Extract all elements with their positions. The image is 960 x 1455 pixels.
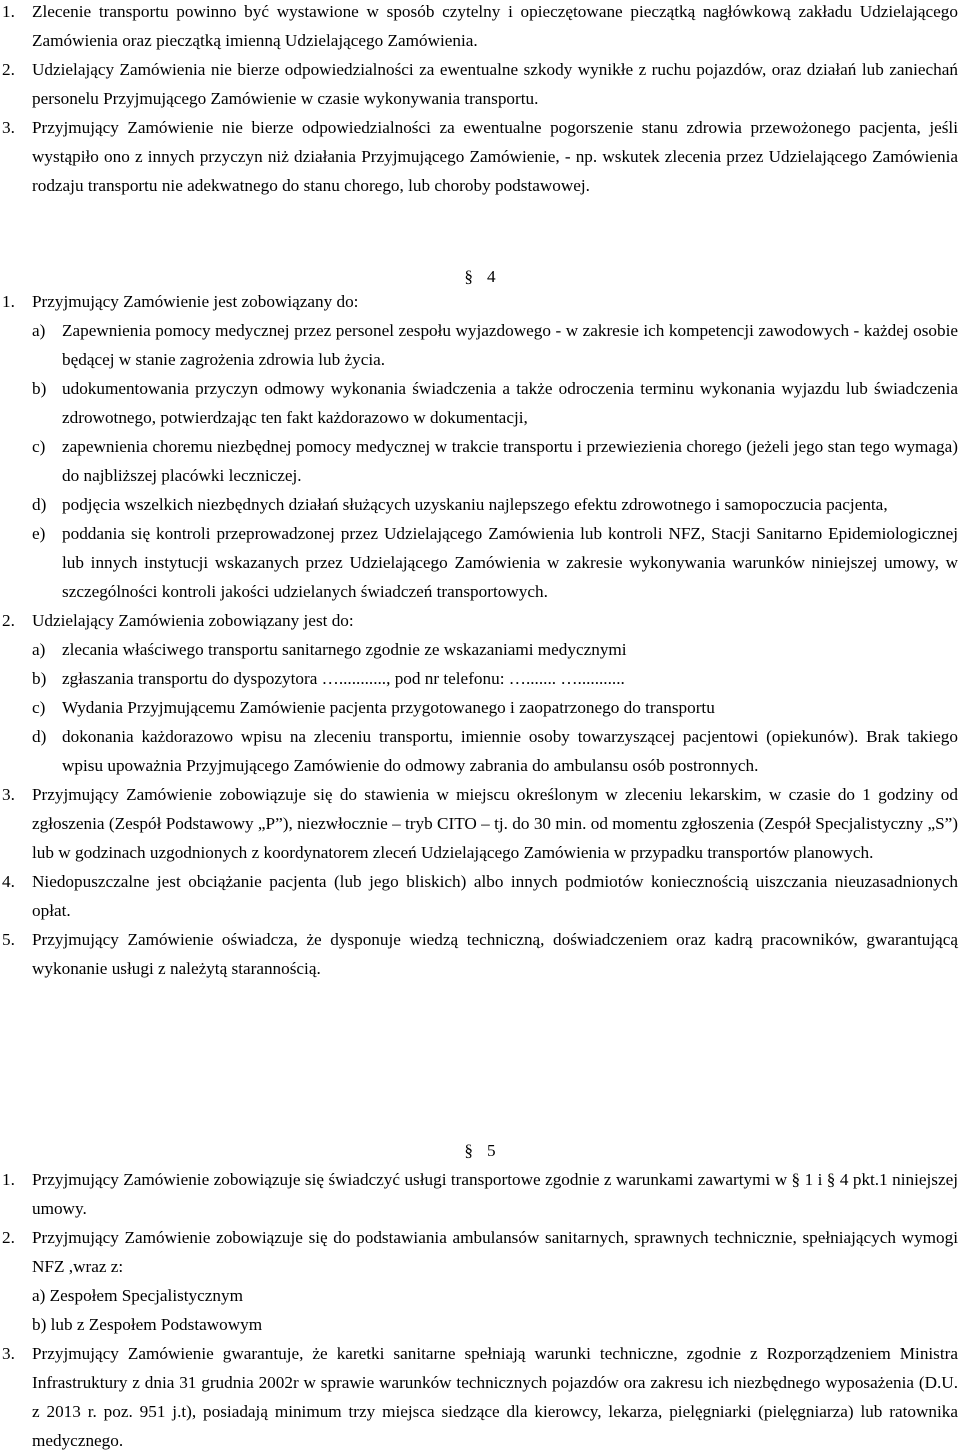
item-number: 1. bbox=[2, 1170, 15, 1189]
item-number: 1. bbox=[2, 292, 15, 311]
sub-item-text: poddania się kontroli przeprowadzonej przez Udzielającego Zamówienia lub kontroli NFZ, Stacji Sanitarno Epidemiologicznej lub innych instytucji wskazanych przez Udzielającego Zamówienia w zakresie wykonywania warunków niniejszej umowy, w szczególności kontroli jakości udzielanych świadczeń transportowych. bbox=[62, 524, 958, 601]
section-5 bbox=[0, 1165, 960, 1455]
paragraph-item bbox=[0, 0, 960, 55]
sub-item bbox=[0, 722, 960, 780]
sub-item-label: d) bbox=[32, 727, 47, 746]
item-number: 2. bbox=[2, 1228, 15, 1247]
item-number: 2. bbox=[2, 611, 15, 630]
sub-item-label: b) bbox=[32, 1315, 47, 1334]
sub-item-text: Wydania Przyjmującemu Zamówienie pacjenta przygotowanego i zaopatrzonego do transportu bbox=[62, 698, 715, 717]
sub-item-plain bbox=[0, 1310, 960, 1339]
sub-item-label: a) bbox=[32, 1286, 46, 1305]
paragraph-item bbox=[0, 925, 960, 983]
section-4 bbox=[0, 287, 960, 983]
sub-item bbox=[0, 432, 960, 490]
item-number: 5. bbox=[2, 930, 15, 949]
sub-item bbox=[0, 664, 960, 693]
item-text: Udzielający Zamówienia zobowiązany jest do: bbox=[32, 611, 354, 630]
item-text: Przyjmujący Zamówienie gwarantuje, że karetki sanitarne spełniają warunki techniczne, zgodnie z Rozporządzeniem Ministra Infrastruktury z dnia 31 grudnia 2002r w sprawie warunków technicznych pojazdów ora zakresu ich niezbędnego wyposażenia (D.U. z 2013 r. poz. 951 j.t), posiadają minimum trzy miejsca siedzące dla kierowcy, lekarza, pielęgniarki (pielęgniarza) lub ratownika medycznego. bbox=[32, 1344, 958, 1450]
paragraph-item bbox=[0, 1165, 960, 1223]
paragraph-item bbox=[0, 113, 960, 200]
sub-item bbox=[0, 490, 960, 519]
sub-item bbox=[0, 316, 960, 374]
sub-item-label: a) bbox=[32, 640, 46, 659]
section-number: 5 bbox=[487, 1141, 496, 1160]
section-heading-5 bbox=[0, 1136, 960, 1165]
sub-item-text: lub z Zespołem Podstawowym bbox=[50, 1315, 263, 1334]
sub-item-text: Zapewnienia pomocy medycznej przez personel zespołu wyjazdowego - w zakresie ich kompetencji zawodowych - każdej osobie będącej w stanie zagrożenia zdrowia lub życia. bbox=[62, 321, 958, 369]
paragraph-sign: § bbox=[464, 1141, 473, 1160]
paragraph-item bbox=[0, 1339, 960, 1455]
item-number: 3. bbox=[2, 1344, 15, 1363]
item-number: 4. bbox=[2, 872, 15, 891]
section-3-tail bbox=[0, 0, 960, 200]
sub-item bbox=[0, 374, 960, 432]
item-number: 2. bbox=[2, 60, 15, 79]
sub-item-label: a) bbox=[32, 321, 46, 340]
sub-item-text: zgłaszania transportu do dyspozytora …..........., pod nr telefonu: …....... …........... bbox=[62, 669, 625, 688]
paragraph-sign: § bbox=[464, 267, 473, 286]
item-text: Udzielający Zamówienia nie bierze odpowiedzialności za ewentualne szkody wynikłe z ruchu pojazdów, oraz działań lub zaniechań personelu Przyjmującego Zamówienie w czasie wykonywania transportu. bbox=[32, 60, 958, 108]
sub-item bbox=[0, 519, 960, 606]
sub-item-label: d) bbox=[32, 495, 47, 514]
sub-item-text: Zespołem Specjalistycznym bbox=[49, 1286, 243, 1305]
section-number: 4 bbox=[487, 267, 496, 286]
item-text: Przyjmujący Zamówienie zobowiązuje się do podstawiania ambulansów sanitarnych, sprawnych technicznie, spełniających wymogi NFZ ,wraz z: bbox=[32, 1228, 958, 1276]
paragraph-item bbox=[0, 1223, 960, 1281]
sub-item-text: udokumentowania przyczyn odmowy wykonania świadczenia a także odroczenia terminu wykonania wyjazdu lub świadczenia zdrowotnego, potwierdzając ten fakt każdorazowo w dokumentacji, bbox=[62, 379, 958, 427]
paragraph-item bbox=[0, 780, 960, 867]
item-text: Przyjmujący Zamówienie zobowiązuje się do stawienia w miejscu określonym w zleceniu lekarskim, w czasie do 1 godziny od zgłoszenia (Zespół Podstawowy „P”), niezwłocznie – tryb CITO – tj. do 30 min. od momentu zgłoszenia (Zespół Specjalistyczny „S”) lub w godzinach uzgodnionych z koordynatorem zleceń Udzielającego Zamówienia w przypadku transportów planowych. bbox=[32, 785, 958, 862]
sub-item-text: zapewnienia choremu niezbędnej pomocy medycznej w trakcie transportu i przewiezienia chorego (jeżeli jego stan tego wymaga) do najbliższej placówki leczniczej. bbox=[62, 437, 958, 485]
paragraph-item bbox=[0, 287, 960, 316]
sub-item-label: c) bbox=[32, 698, 46, 717]
item-text: Przyjmujący Zamówienie nie bierze odpowiedzialności za ewentualne pogorszenie stanu zdrowia przewożonego pacjenta, jeśli wystąpiło ono z innych przyczyn niż działania Przyjmującego Zamówienie, - np. wskutek zlecenia przez Udzielającego Zamówienia rodzaju transportu nie adekwatnego do stanu chorego, lub choroby podstawowej. bbox=[32, 118, 958, 195]
item-text: Zlecenie transportu powinno być wystawione w sposób czytelny i opieczętowane pieczątką nagłówkową zakładu Udzielającego Zamówienia oraz pieczątką imienną Udzielającego Zamówienia. bbox=[32, 2, 958, 50]
paragraph-item bbox=[0, 55, 960, 113]
item-text: Przyjmujący Zamówienie oświadcza, że dysponuje wiedzą techniczną, doświadczeniem oraz kadrą pracowników, gwarantującą wykonanie usługi z należytą starannością. bbox=[32, 930, 958, 978]
sub-item-text: zlecania właściwego transportu sanitarnego zgodnie ze wskazaniami medycznymi bbox=[62, 640, 627, 659]
item-text: Przyjmujący Zamówienie zobowiązuje się świadczyć usługi transportowe zgodnie z warunkami zawartymi w § 1 i § 4 pkt.1 niniejszej umowy. bbox=[32, 1170, 958, 1218]
sub-item-plain bbox=[0, 1281, 960, 1310]
sub-item-text: podjęcia wszelkich niezbędnych działań służących uzyskaniu najlepszego efektu zdrowotnego i samopoczucia pacjenta, bbox=[62, 495, 888, 514]
paragraph-item bbox=[0, 606, 960, 635]
sub-item bbox=[0, 635, 960, 664]
item-number: 1. bbox=[2, 2, 15, 21]
sub-item-label: c) bbox=[32, 437, 46, 456]
item-text: Niedopuszczalne jest obciążanie pacjenta (lub jego bliskich) albo innych podmiotów koniecznością uiszczania nieuzasadnionych opłat. bbox=[32, 872, 958, 920]
sub-item bbox=[0, 693, 960, 722]
item-number: 3. bbox=[2, 118, 15, 137]
item-text: Przyjmujący Zamówienie jest zobowiązany do: bbox=[32, 292, 359, 311]
sub-item-label: b) bbox=[32, 669, 47, 688]
item-number: 3. bbox=[2, 785, 15, 804]
sub-item-text: dokonania każdorazowo wpisu na zleceniu transportu, imiennie osoby towarzyszącej pacjentowi (opiekunów). Brak takiego wpisu upoważnia Przyjmującego Zamówienie do odmowy zabrania do ambulansu osób postronnych. bbox=[62, 727, 958, 775]
paragraph-item bbox=[0, 867, 960, 925]
sub-item-label: e) bbox=[32, 524, 46, 543]
sub-item-label: b) bbox=[32, 379, 47, 398]
